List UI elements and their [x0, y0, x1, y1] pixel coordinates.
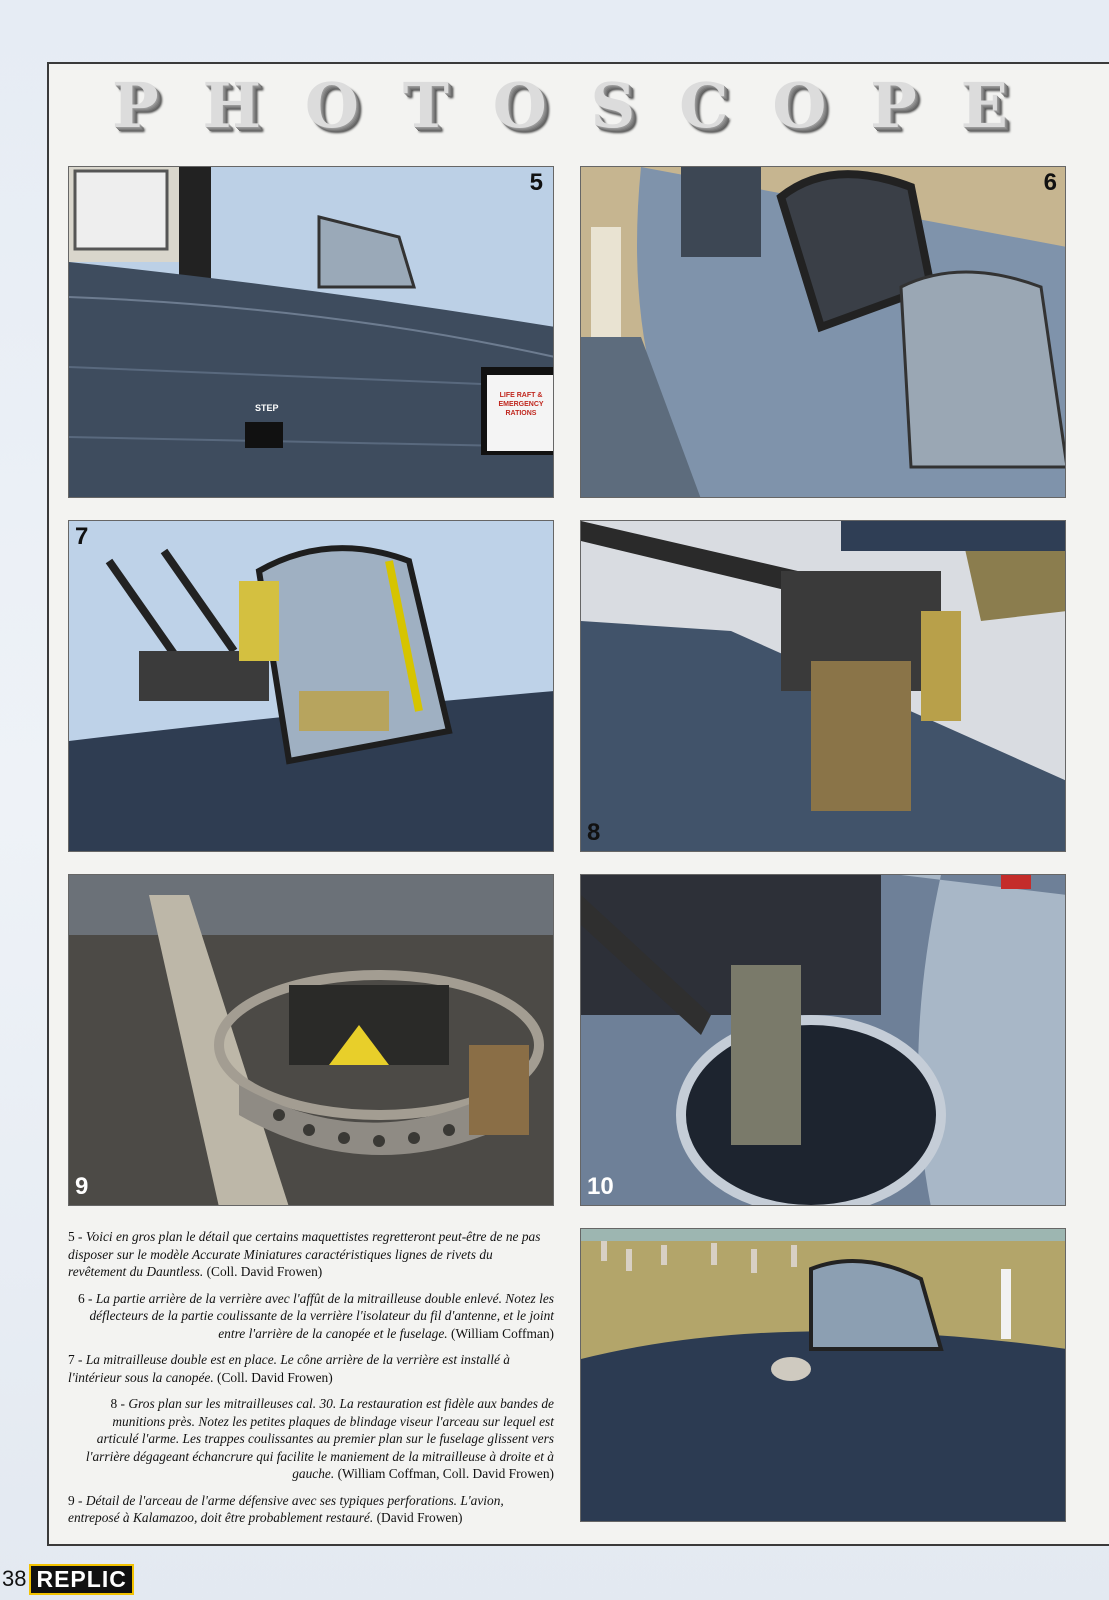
caption-text: Voici en gros plan le détail que certains maquettistes regretteront peut-être de ne pas disposer sur le modèle Accurate Miniatures caractéristiques lignes de rivets du revêtement du Dauntless.	[68, 1229, 541, 1279]
photo-6	[580, 166, 1066, 498]
captions-block	[68, 1228, 554, 1536]
title-letter: S	[590, 68, 636, 142]
title-letter: T	[402, 68, 449, 142]
page-title	[60, 68, 1060, 142]
caption-text: La mitrailleuse double est en place. Le cône arrière de la verrière est installé à l'intérieur sous la canopée.	[68, 1352, 510, 1385]
photo-number: 8	[587, 819, 601, 846]
photo-number: 7	[75, 523, 89, 550]
title-letter: C	[679, 68, 729, 142]
photo-7	[68, 520, 554, 852]
caption-9	[68, 1492, 554, 1527]
photo-number: 9	[75, 1173, 89, 1200]
caption-text: Gros plan sur les mitrailleuses cal. 30. La restauration est fidèle aux bandes de munitions près. Notez les petites plaques de blindage viseur l'arceau sur lequel est articulé l'arme. Les trappes coulissantes au premier plan sur le fuselage glissent vers l'arrière dégageant échancrure qui facilite le maniement de la mitrailleuse à droite et à gauche.	[85, 1396, 554, 1481]
caption-8	[68, 1395, 554, 1483]
photo-5	[68, 166, 554, 498]
title-letter: P	[112, 68, 159, 142]
caption-lead: 6 -	[77, 1290, 96, 1306]
photo-number: 6	[1043, 169, 1057, 196]
photo-airshow-crowd	[580, 1228, 1066, 1522]
caption-6	[68, 1290, 554, 1343]
photo-9	[68, 874, 554, 1206]
caption-lead: 7 -	[68, 1352, 86, 1367]
page-footer	[0, 1560, 140, 1598]
title-letter: P	[870, 68, 917, 142]
title-letter: E	[960, 68, 1008, 142]
caption-text: Détail de l'arceau de l'arme défensive avec ses typiques perforations. L'avion, entreposé à Kalamazoo, doit être probablement restauré.	[68, 1492, 504, 1525]
title-letter: H	[202, 68, 262, 142]
step-label: STEP	[255, 403, 279, 413]
caption-lead: 8 -	[110, 1396, 129, 1411]
caption-credit: (William Coffman)	[447, 1325, 554, 1341]
title-letter: O	[304, 68, 359, 142]
title-letter: O	[772, 68, 827, 142]
caption-credit: (William Coffman, Coll. David Frowen)	[334, 1466, 554, 1481]
caption-credit: (David Frowen)	[373, 1510, 463, 1525]
caption-credit: (Coll. David Frowen)	[213, 1369, 333, 1385]
title-letter: O	[492, 68, 547, 142]
caption-7	[68, 1351, 554, 1386]
page-number: 38	[2, 1566, 27, 1591]
caption-lead: 9 -	[68, 1492, 86, 1508]
photo-number: 5	[529, 169, 543, 196]
caption-lead: 5 -	[68, 1229, 86, 1244]
caption-text: La partie arrière de la verrière avec l'affût de la mitrailleuse double enlevé. Notez les déflecteurs de la partie coulissante de la verrière l'isolateur du fil d'antenne, et le joint entre l'arrière de la canopée et le fuselage.	[89, 1290, 554, 1341]
life-raft-sign: LIFE RAFT & EMERGENCY RATIONS	[498, 392, 544, 417]
photo-8	[580, 520, 1066, 852]
caption-5	[68, 1228, 554, 1281]
photo-10	[580, 874, 1066, 1206]
magazine-logo: REPLIC	[29, 1564, 133, 1595]
photo-number: 10	[587, 1173, 614, 1200]
caption-credit: (Coll. David Frowen)	[203, 1264, 323, 1279]
